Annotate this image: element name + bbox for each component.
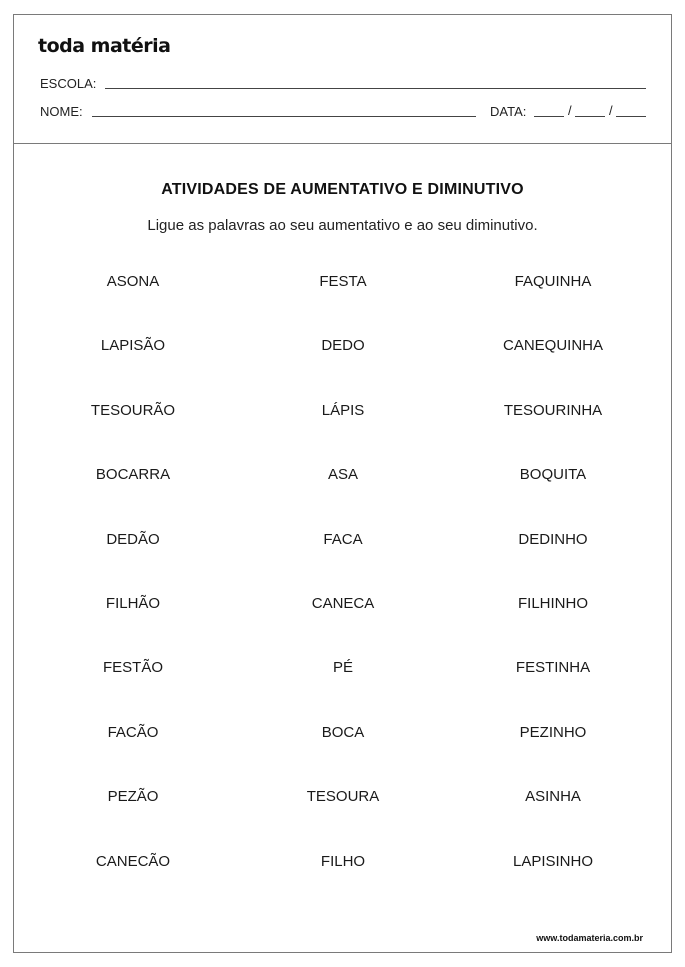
word-middle-2: DEDO [321,337,365,354]
word-right-4: BOQUITA [519,466,587,483]
toda-materia-logo: toda matéria [38,35,171,57]
word-columns [14,15,671,954]
word-middle-8: BOCA [321,724,365,741]
date-separator-1: / [568,103,572,118]
website-footer: www.todamateria.com.br [536,933,643,943]
word-middle-9: TESOURA [306,788,380,805]
word-left-3: TESOURÃO [90,402,176,419]
word-middle-6: CANECA [311,595,375,612]
word-right-10: LAPISINHO [512,853,594,870]
word-middle-1: FESTA [319,273,367,290]
word-left-8: FACÃO [107,724,159,741]
word-left-2: LAPISÃO [100,337,166,354]
word-right-7: FESTINHA [515,659,591,676]
school-label: ESCOLA: [40,76,97,91]
word-middle-10: FILHO [320,853,366,870]
activity-instruction: Ligue as palavras ao seu aumentativo e ao seu diminutivo. [147,217,538,234]
activity-title: ATIVIDADES DE AUMENTATIVO E DIMINUTIVO [161,181,524,198]
word-right-2: CANEQUINHA [502,337,603,354]
word-middle-5: FACA [323,531,363,548]
word-right-8: PEZINHO [519,724,587,741]
word-left-7: FESTÃO [102,659,163,676]
word-middle-4: ASA [327,466,358,483]
name-label: NOME: [40,104,83,119]
word-middle-3: LÁPIS [321,402,365,419]
word-right-3: TESOURINHA [503,402,603,419]
word-right-6: FILHINHO [517,595,588,612]
word-left-6: FILHÃO [105,595,161,612]
word-right-5: DEDINHO [518,531,588,548]
word-left-10: CANECÃO [95,853,171,870]
word-left-4: BOCARRA [95,466,171,483]
word-left-1: ASONA [106,273,160,290]
word-left-9: PEZÃO [107,788,159,805]
word-left-5: DEDÃO [106,531,160,548]
word-right-1: FAQUINHA [514,273,592,290]
word-middle-7: PÉ [332,659,353,676]
word-right-9: ASINHA [525,788,581,805]
worksheet [13,14,672,953]
date-label: DATA: [490,104,527,119]
date-separator-2: / [609,103,613,118]
